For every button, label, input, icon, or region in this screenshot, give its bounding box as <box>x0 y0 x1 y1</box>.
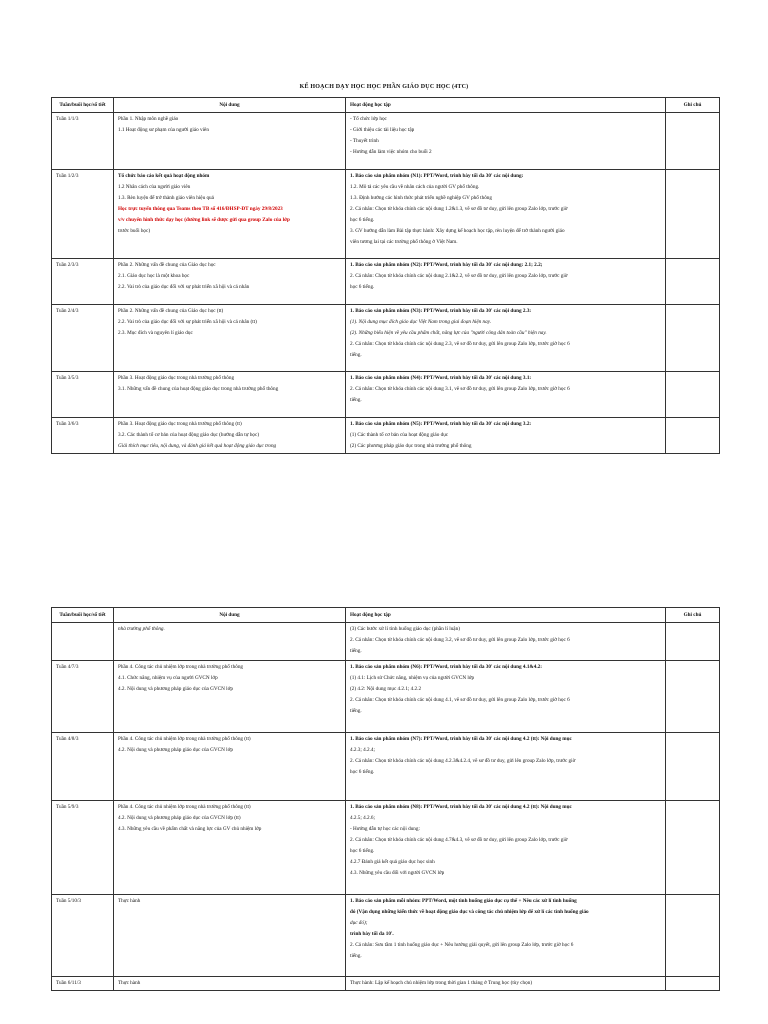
activity-line: tiếng. <box>350 708 362 714</box>
activity-line: tiếng. <box>350 352 362 358</box>
note-cell <box>666 305 720 372</box>
activity-line: (2) Các phương pháp giáo dục trong nhà trường phổ thông <box>350 443 472 449</box>
week-cell: Tuần 4/8/3 <box>52 733 114 801</box>
note-cell <box>666 661 720 733</box>
activity-line: (1) 4.1: Lịch sử Chức năng, nhiệm vụ của người GVCN lớp <box>350 675 475 681</box>
activity-line: (3) Các bước xử lí tình huống giáo dục (phần lí luận) <box>350 626 460 632</box>
content-line: 4.3. Những yêu cầu về phẩm chất và năng lực của GV chủ nhiệm lớp <box>118 826 262 832</box>
activity-line: 4.2.5; 4.2.6; <box>350 815 375 821</box>
week-cell: Tuần 2/3/3 <box>52 259 114 305</box>
activity-line: 2. Cá nhân: Chọn từ khóa chính các nội dung 3.1, vẽ sơ đồ tư duy, gửi lên group Zalo lớp, trước giờ học 6 <box>350 386 570 392</box>
header-note: Ghi chú <box>666 608 720 623</box>
content-cell <box>114 801 346 895</box>
content-line: Thực hành <box>118 898 141 904</box>
table-row <box>52 259 720 305</box>
content-cell <box>114 418 346 454</box>
week-cell: Tuần 3/6/3 <box>52 418 114 454</box>
activity-line: - Hướng dẫn làm việc nhóm cho buổi 2 <box>350 149 432 155</box>
activity-line: - Tổ chức lớp học <box>350 116 387 122</box>
activity-line: (1) Các thành tố cơ bản của hoạt động giáo dục <box>350 432 449 438</box>
table-row <box>52 372 720 418</box>
activity-line: 2. Cá nhân: Chọn từ khóa chính các nội dung 3.2, vẽ sơ đồ tư duy, gửi lên group Zalo lớp, trước giờ học 6 <box>350 637 570 643</box>
content-line: 2.3. Mục đích và nguyên lí giáo dục <box>118 330 193 336</box>
activity-line: 1. Báo cáo sản phẩm nhóm (N5): PPT/Word, trình bày tối đa 30' các nội dung 3.2: <box>350 421 532 427</box>
content-line: 4.2. Nội dung và phương pháp giáo dục của GVCN lớp (tt) <box>118 815 241 821</box>
document-title: KẾ HOẠCH DẠY HỌC HỌC PHẦN GIÁO DỤC HỌC (4TC) <box>299 84 469 90</box>
content-line: 4.2. Nội dung và phương pháp giáo dục của GVCN lớp <box>118 747 233 753</box>
activity-line: 2. Cá nhân: Sưu tầm 1 tình huống giáo dục + Nêu hướng giải quyết, gửi lên group Zalo lớp, trước giờ học 6 <box>350 942 574 948</box>
activity-line: 1. Báo cáo sản phẩm nhóm (N7): PPT/Word, trình bày tối đa 30' các nội dung 4.2 (tt): Nội dung mục <box>350 736 572 742</box>
table-row <box>52 661 720 733</box>
content-line: Học trực tuyến thông qua Teams theo TB số 416/ĐHSP-ĐT ngày 29/8/2023 <box>118 206 283 212</box>
activity-line: 1. Báo cáo sản phẩm nhóm (N1): PPT/Word, trình bày tối đa 30' các nội dung: <box>350 173 524 179</box>
week-cell: Tuần 2/4/3 <box>52 305 114 372</box>
activity-line: tiếng. <box>350 648 362 654</box>
content-line: 4.2. Nội dung và phương pháp giáo dục của GVCN lớp <box>118 686 233 692</box>
activity-line: đó (Vận dụng những kiến thức về hoạt động giáo dục và công tác chủ nhiệm lớp để xử lí các tình huống giáo <box>350 909 589 915</box>
table-row <box>52 623 720 661</box>
table-row <box>52 895 720 977</box>
note-cell <box>666 977 720 991</box>
activity-line: học 6 tiếng. <box>350 769 375 775</box>
activity-cell <box>346 418 666 454</box>
content-line: 4.1. Chức năng, nhiệm vụ của người GVCN lớp <box>118 675 218 681</box>
activity-line: học 6 tiếng. <box>350 284 375 290</box>
week-cell: Tuần 1/1/3 <box>52 113 114 170</box>
note-cell <box>666 801 720 895</box>
content-line: Phần 3. Hoạt động giáo dục trong nhà trường phổ thông (tt) <box>118 421 242 427</box>
content-line: 3.2. Các thành tố cơ bản của hoạt động giáo dục (hướng dẫn tự học) <box>118 432 260 438</box>
content-line: 1.1 Hoạt động sư phạm của người giáo viên <box>118 127 209 133</box>
content-line: 1.3. Rèn luyện để trở thành giáo viên hiệu quả <box>118 195 214 201</box>
week-cell: Tuần 6/11/3 <box>52 977 114 991</box>
activity-line: (2) 4.2: Nội dung mục 4.2.1; 4.2.2 <box>350 686 422 692</box>
activity-cell <box>346 733 666 801</box>
activity-line: Thực hành: Lập kế hoạch chủ nhiệm lớp trong thời gian 1 tháng ở Trung học (tùy chọn) <box>350 980 533 986</box>
header-activity: Hoạt động học tập <box>346 98 666 113</box>
note-cell <box>666 372 720 418</box>
activity-line: trình bày tối đa 10'. <box>350 931 394 937</box>
activity-line: 3. GV hướng dẫn làm Bài tập thực hành: Xây dựng kế hoạch học tập, rèn luyện để trở thành người giáo <box>350 228 565 234</box>
content-cell <box>114 113 346 170</box>
table-row <box>52 801 720 895</box>
content-cell <box>114 259 346 305</box>
content-cell <box>114 733 346 801</box>
table-row <box>52 113 720 170</box>
activity-line: 1.2. Mô tả các yêu cầu về nhân cách của người GV phổ thông. <box>350 184 480 190</box>
content-line: Phần 4. Công tác chủ nhiệm lớp trong nhà trường phổ thông <box>118 664 244 670</box>
content-line: 2.1. Giáo dục học là một khoa học <box>118 273 190 279</box>
activity-line: 1.3. Định hướng các hình thức phát triển nghề nghiệp GV phổ thông <box>350 195 492 201</box>
activity-line: 2. Cá nhân: Chọn từ khóa chính các nội dung 2.3, vẽ sơ đồ tư duy, gửi lên group Zalo lớp, trước giờ học 6 <box>350 341 570 347</box>
content-line: Phần 3. Hoạt động giáo dục trong nhà trường phổ thông <box>118 375 235 381</box>
activity-line: 4.3. Những yêu cầu đối với người GVCN lớp <box>350 870 445 876</box>
activity-line: (2). Những biểu hiện về yêu cầu phẩm chất, năng lực của "người công dân toàn cầu" hiện nay. <box>350 330 547 336</box>
week-cell: Tuần 4/7/3 <box>52 661 114 733</box>
table-row <box>52 977 720 991</box>
content-line: 2.2. Vai trò của giáo dục đối với sự phát triển xã hội và cá nhân (tt) <box>118 319 257 325</box>
activity-cell <box>346 259 666 305</box>
activity-line: - Hướng dẫn tự học các nội dung: <box>350 826 420 832</box>
activity-line: học 6 tiếng. <box>350 217 375 223</box>
activity-line: 2. Cá nhân: Chọn từ khóa chính các nội dung 2.1&2.2, vẽ sơ đồ tư duy, gửi lên group Zalo lớp, trước giờ <box>350 273 568 279</box>
table-row <box>52 305 720 372</box>
header-content: Nội dung <box>114 98 346 113</box>
note-cell <box>666 113 720 170</box>
activity-line: 1. Báo cáo sản phẩm nhóm (N3): PPT/Word, trình bày tối đa 30' các nội dung 2.3: <box>350 308 532 314</box>
activity-line: tiếng. <box>350 953 362 959</box>
content-cell <box>114 305 346 372</box>
activity-cell <box>346 895 666 977</box>
note-cell <box>666 733 720 801</box>
activity-line: 1. Báo cáo sản phẩm mỗi nhóm: PPT/Word, một tình huống giáo dục cụ thể + Nêu các xử lí tình huống <box>350 898 577 904</box>
content-line: Thực hành <box>118 980 141 986</box>
content-line: 2.2. Vai trò của giáo dục đối với sự phát triển xã hội và cá nhân <box>118 284 250 290</box>
activity-cell <box>346 372 666 418</box>
note-cell <box>666 259 720 305</box>
activity-cell <box>346 170 666 259</box>
activity-line: học 6 tiếng. <box>350 848 375 854</box>
content-line: 1.2 Nhân cách của người giáo viên <box>118 184 191 190</box>
plan-table-page2 <box>51 607 720 991</box>
activity-cell <box>346 801 666 895</box>
table-row <box>52 733 720 801</box>
content-cell <box>114 170 346 259</box>
week-cell: Tuần 3/5/3 <box>52 372 114 418</box>
activity-cell <box>346 977 666 991</box>
table-header-row <box>52 98 720 113</box>
activity-line: 1. Báo cáo sản phẩm nhóm (N4): PPT/Word, trình bày tối đa 30' các nội dung 3.1: <box>350 375 532 381</box>
content-line: Phần 4. Công tác chủ nhiệm lớp trong nhà trường phổ thông (tt) <box>118 736 251 742</box>
note-cell <box>666 895 720 977</box>
activity-line: 2. Cá nhân: Chọn từ khóa chính các nội dung 4.2.3&4.2.4, vẽ sơ đồ tư duy, gửi lên group Zalo lớp, trước giờ <box>350 758 576 764</box>
activity-line: 2. Cá nhân: Chọn từ khóa chính các nội dung 4.7&4.3, vẽ sơ đồ tư duy, gửi lên group Zalo lớp, trước giờ <box>350 837 568 843</box>
content-line: v/v chuyển hình thức dạy học (đường link sẽ được gửi qua group Zalo của lớp <box>118 217 290 223</box>
activity-line: 4.2.3; 4.2.4; <box>350 747 375 753</box>
activity-cell <box>346 661 666 733</box>
content-line: Phần 2. Những vấn đề chung của Giáo dục học (tt) <box>118 308 224 314</box>
header-activity: Hoạt động học tập <box>346 608 666 623</box>
week-cell: Tuần 5/10/3 <box>52 895 114 977</box>
content-line: Phần 4. Công tác chủ nhiệm lớp trong nhà trường phổ thông (tt) <box>118 804 251 810</box>
activity-line: (1). Nội dung mục đích giáo dục Việt Nam trong giai đoạn hiện nay. <box>350 319 492 325</box>
content-line: Giải thích mục tiêu, nội dung, và đánh giá kết quả hoạt động giáo dục trong <box>118 443 277 449</box>
activity-cell <box>346 113 666 170</box>
activity-line: dục đó); <box>350 920 368 926</box>
plan-table-page1 <box>51 97 720 454</box>
note-cell <box>666 623 720 661</box>
activity-line: viên tương lai tại các trường phổ thông ở Việt Nam. <box>350 239 458 245</box>
content-line: Tổ chức báo cáo kết quả hoạt động nhóm <box>118 173 210 179</box>
header-week: Tuần/buổi học/số tiết <box>52 608 114 623</box>
activity-line: - Thuyết trình <box>350 138 379 144</box>
content-line: Phần 1. Nhập môn nghề giáo <box>118 116 179 122</box>
content-cell <box>114 977 346 991</box>
table-row <box>52 418 720 454</box>
activity-line: 2. Cá nhân: Chọn từ khóa chính các nội dung 4.1, vẽ sơ đồ tư duy, gửi lên group Zalo lớp, trước giờ học 6 <box>350 697 570 703</box>
header-week: Tuần/buổi học/số tiết <box>52 98 114 113</box>
content-cell <box>114 661 346 733</box>
content-cell <box>114 895 346 977</box>
note-cell <box>666 418 720 454</box>
week-cell: Tuần 5/9/3 <box>52 801 114 895</box>
note-cell <box>666 170 720 259</box>
activity-cell <box>346 623 666 661</box>
activity-line: - Giới thiệu các tài liệu học tập <box>350 127 415 133</box>
week-cell: Tuần 1/2/3 <box>52 170 114 259</box>
table-header-row <box>52 608 720 623</box>
activity-line: 2. Cá nhân: Chọn từ khóa chính các nội dung 1.2&1.3, vẽ sơ đồ tư duy, gửi lên group Zalo lớp, trước giờ <box>350 206 568 212</box>
activity-line: 4.2.7 Đánh giá kết quả giáo dục học sinh <box>350 859 435 865</box>
content-cell <box>114 623 346 661</box>
table-row <box>52 170 720 259</box>
activity-line: tiếng. <box>350 397 362 403</box>
content-line: Phần 2. Những vấn đề chung của Giáo dục học <box>118 262 216 268</box>
content-line: trước buổi học) <box>118 228 151 234</box>
activity-cell <box>346 305 666 372</box>
content-line: 3.1. Những vấn đề chung của hoạt động giáo dục trong nhà trường phổ thông <box>118 386 279 392</box>
activity-line: 1. Báo cáo sản phẩm nhóm (N6): PPT/Word, trình bày tối đa 30' các nội dung 4.1&4.2: <box>350 664 542 670</box>
week-cell <box>52 623 114 661</box>
content-cell <box>114 372 346 418</box>
content-line: nhà trường phổ thông. <box>118 626 165 632</box>
activity-line: 1. Báo cáo sản phẩm nhóm (N8): PPT/Word, trình bày tối đa 30' các nội dung 4.2 (tt): Nội dung mục <box>350 804 572 810</box>
header-content: Nội dung <box>114 608 346 623</box>
header-note: Ghi chú <box>666 98 720 113</box>
activity-line: 1. Báo cáo sản phẩm nhóm (N2): PPT/Word, trình bày tối đa 30' các nội dung: 2.1; 2.2; <box>350 262 543 268</box>
